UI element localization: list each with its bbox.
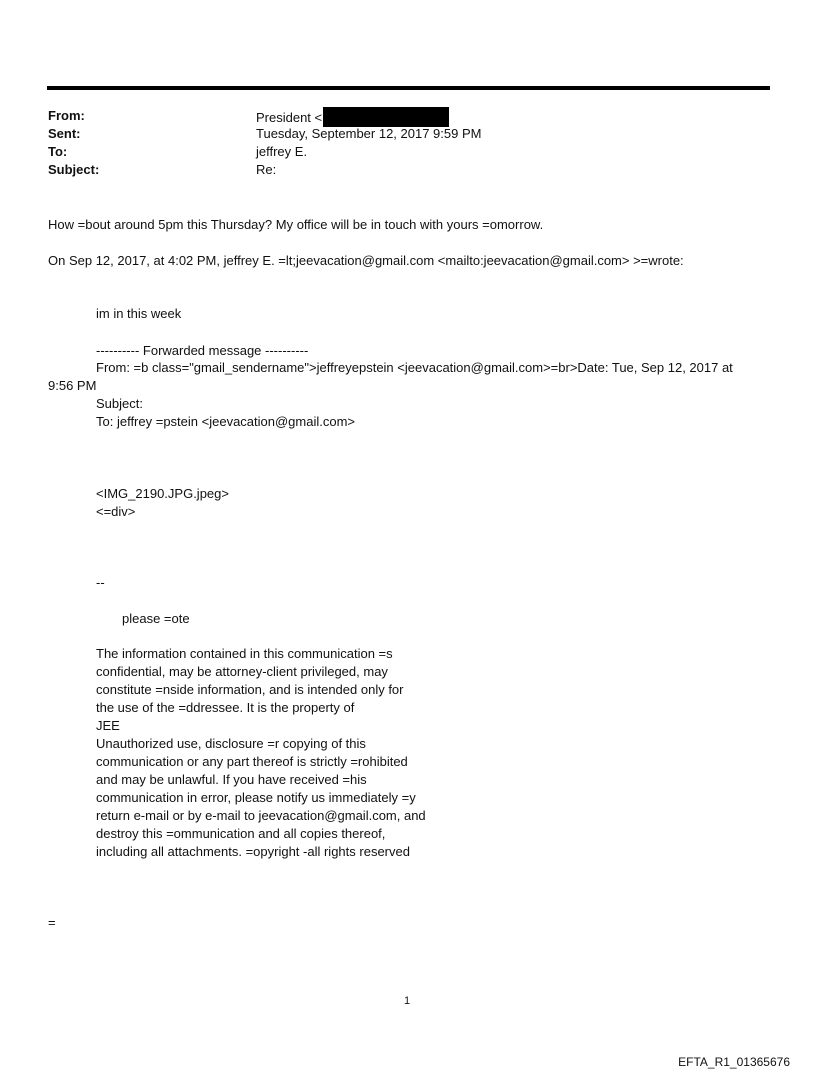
disclaimer-line: return e-mail or by e-mail to jeevacation@gmail.com, and: [96, 808, 426, 823]
to-label: To:: [48, 144, 68, 159]
signature-dash: --: [96, 575, 105, 590]
disclaimer-line: and may be unlawful. If you have received =his: [96, 772, 367, 787]
to-value: jeffrey E.: [256, 144, 308, 159]
forwarded-to: To: jeffrey =pstein <jeevacation@gmail.com>: [96, 414, 356, 429]
subject-value: Re:: [256, 162, 277, 177]
div-close-text: <=div>: [96, 504, 136, 519]
from-label: From:: [48, 108, 85, 123]
disclaimer-line: Unauthorized use, disclosure =r copying of this: [96, 736, 366, 751]
subject-label: Subject:: [48, 162, 100, 177]
page-number: 1: [404, 995, 411, 1007]
reply-line: How =bout around 5pm this Thursday? My office will be in touch with yours =omorrow.: [48, 217, 544, 232]
disclaimer-line: communication or any part thereof is strictly =rohibited: [96, 754, 408, 769]
disclaimer-line: JEE: [96, 718, 120, 733]
forwarded-from-wrap: 9:56 PM: [48, 378, 97, 393]
disclaimer-line: including all attachments. =opyright -all rights reserved: [96, 844, 410, 859]
forwarded-subject: Subject:: [96, 396, 143, 411]
redaction-box: [323, 107, 449, 127]
header-rule: [47, 86, 770, 90]
please-note: please =ote: [122, 611, 190, 626]
disclaimer-line: destroy this =ommunication and all copies thereof,: [96, 826, 386, 841]
disclaimer-line: confidential, may be attorney-client privileged, may: [96, 664, 388, 679]
document-id: EFTA_R1_01365676: [678, 1055, 790, 1069]
sent-value: Tuesday, September 12, 2017 9:59 PM: [256, 126, 482, 141]
from-value: President <: [256, 107, 449, 127]
forwarded-from: From: =b class="gmail_sendername">jeffreyepstein <jeevacation@gmail.com>=br>Date: Tue, Sep 12, 2017 at: [96, 360, 733, 375]
disclaimer-line: constitute =nside information, and is intended only for: [96, 682, 404, 697]
disclaimer-line: The information contained in this communication =s: [96, 646, 393, 661]
quoted-line: im in this week: [96, 306, 182, 321]
sent-label: Sent:: [48, 126, 81, 141]
disclaimer-line: communication in error, please notify us immediately =y: [96, 790, 416, 805]
disclaimer-paragraph: [96, 645, 426, 861]
disclaimer-line: the use of the =ddressee. It is the property of: [96, 700, 355, 715]
trailing-equals: =: [48, 915, 56, 930]
quoted-attribution: On Sep 12, 2017, at 4:02 PM, jeffrey E. =lt;jeevacation@gmail.com <mailto:jeevacation@gmail.com> >=wrote:: [48, 253, 684, 268]
attachment-name: <IMG_2190.JPG.jpeg>: [96, 486, 229, 501]
forwarded-header: ---------- Forwarded message ----------: [96, 343, 309, 358]
